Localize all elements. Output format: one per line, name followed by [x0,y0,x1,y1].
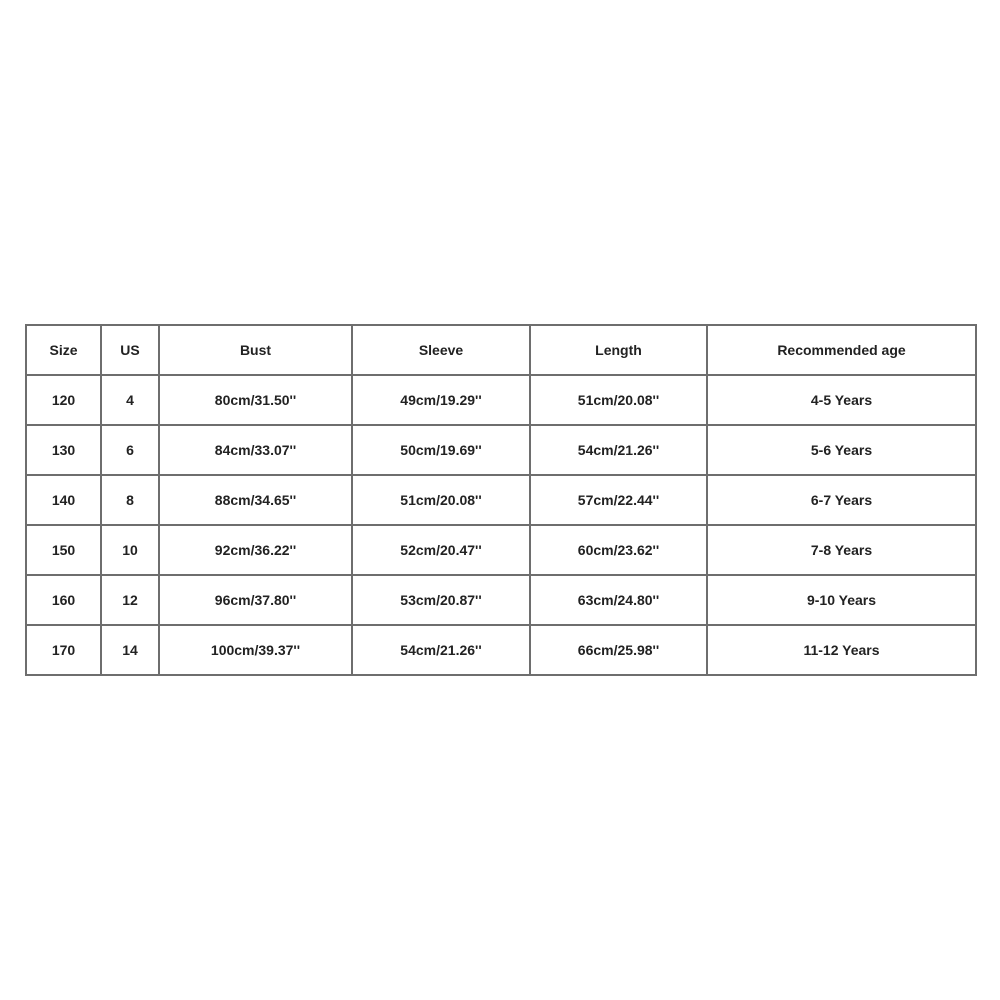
header-length: Length [530,325,707,375]
cell-size: 170 [26,625,101,675]
size-chart-table [25,324,977,676]
cell-bust: 96cm/37.80'' [159,575,352,625]
table-row [26,625,976,675]
cell-size: 140 [26,475,101,525]
table-row [26,375,976,425]
cell-bust: 88cm/34.65'' [159,475,352,525]
cell-recommended-age: 11-12 Years [707,625,976,675]
cell-us: 14 [101,625,159,675]
cell-length: 51cm/20.08'' [530,375,707,425]
header-bust: Bust [159,325,352,375]
cell-size: 120 [26,375,101,425]
cell-size: 130 [26,425,101,475]
cell-sleeve: 51cm/20.08'' [352,475,530,525]
cell-recommended-age: 9-10 Years [707,575,976,625]
table-row [26,525,976,575]
header-us: US [101,325,159,375]
cell-length: 66cm/25.98'' [530,625,707,675]
header-row [26,325,976,375]
size-chart-body [26,375,976,675]
cell-recommended-age: 7-8 Years [707,525,976,575]
table-row [26,475,976,525]
cell-recommended-age: 4-5 Years [707,375,976,425]
cell-length: 57cm/22.44'' [530,475,707,525]
cell-us: 8 [101,475,159,525]
cell-length: 60cm/23.62'' [530,525,707,575]
cell-bust: 92cm/36.22'' [159,525,352,575]
cell-bust: 100cm/39.37'' [159,625,352,675]
cell-sleeve: 49cm/19.29'' [352,375,530,425]
cell-sleeve: 54cm/21.26'' [352,625,530,675]
cell-sleeve: 50cm/19.69'' [352,425,530,475]
cell-sleeve: 52cm/20.47'' [352,525,530,575]
cell-bust: 84cm/33.07'' [159,425,352,475]
cell-length: 54cm/21.26'' [530,425,707,475]
cell-bust: 80cm/31.50'' [159,375,352,425]
cell-us: 10 [101,525,159,575]
header-sleeve: Sleeve [352,325,530,375]
cell-recommended-age: 6-7 Years [707,475,976,525]
header-size: Size [26,325,101,375]
cell-sleeve: 53cm/20.87'' [352,575,530,625]
table-row [26,425,976,475]
cell-us: 12 [101,575,159,625]
size-chart-header [26,325,976,375]
cell-us: 4 [101,375,159,425]
header-recommended-age: Recommended age [707,325,976,375]
cell-length: 63cm/24.80'' [530,575,707,625]
cell-recommended-age: 5-6 Years [707,425,976,475]
table-row [26,575,976,625]
cell-size: 160 [26,575,101,625]
cell-us: 6 [101,425,159,475]
cell-size: 150 [26,525,101,575]
